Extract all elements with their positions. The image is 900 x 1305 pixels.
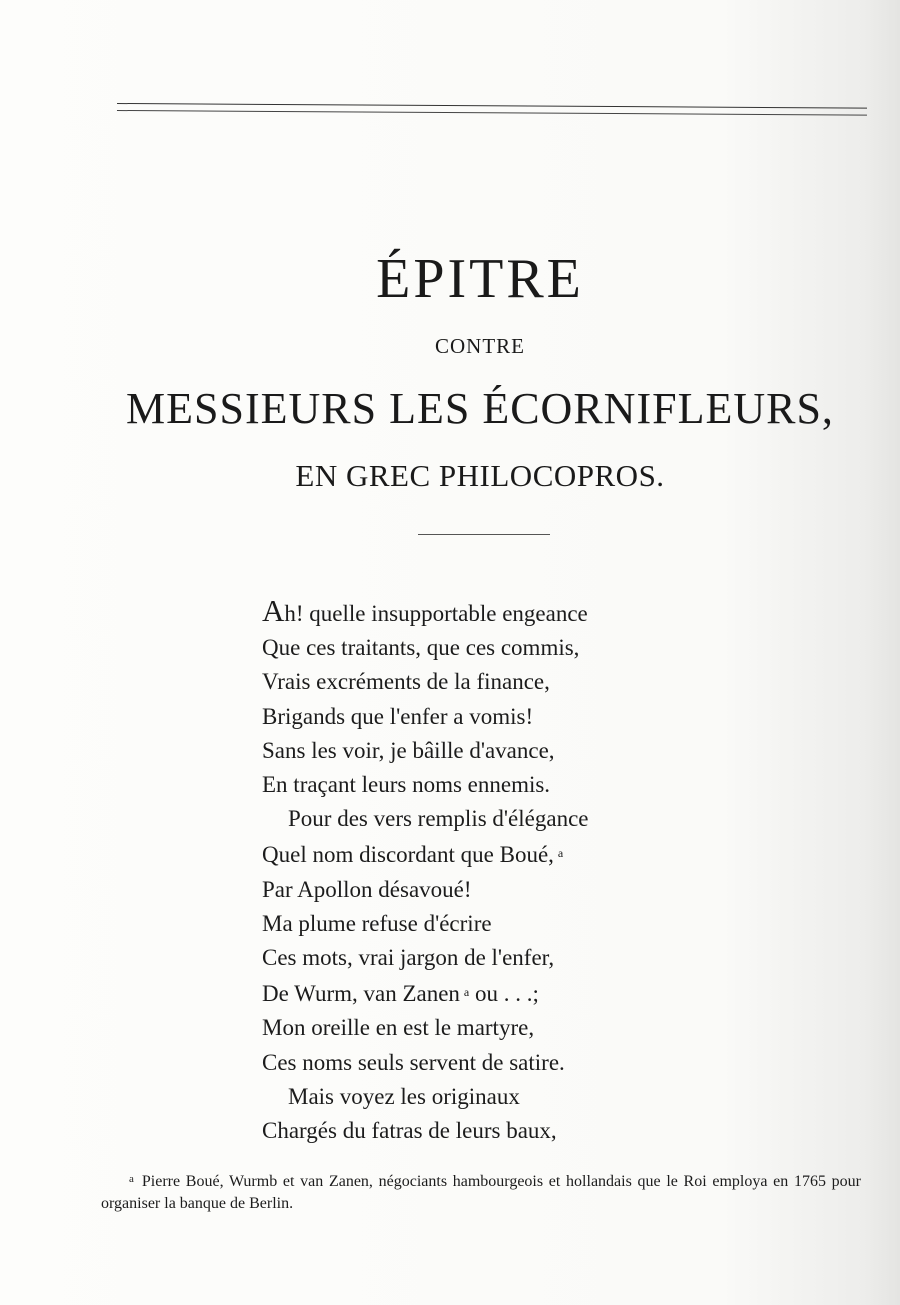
poem-line-text: Par Apollon désavoué! <box>262 876 472 902</box>
poem-line <box>262 1080 822 1114</box>
poem-line <box>262 594 822 631</box>
poem-line-text: Chargés du fatras de leurs baux, <box>262 1118 557 1144</box>
title-contre: CONTRE <box>435 334 525 358</box>
poem-line-text: Ces mots, vrai jargon de l'enfer, <box>262 945 555 971</box>
poem-line <box>262 1011 822 1045</box>
poem-line <box>262 665 822 699</box>
poem-line <box>262 907 822 941</box>
footnote-text: Pierre Boué, Wurmb et van Zanen, négociants hambourgeois et hollandais que le Roi employa en 1765 pour organiser la banque de Berlin. <box>101 1173 861 1212</box>
poem-line <box>262 1046 822 1080</box>
page-title: ÉPITRE <box>376 248 584 310</box>
poem-line-text: Ces noms seuls servent de satire. <box>262 1049 565 1075</box>
poem-line <box>262 768 822 802</box>
poem-line-text: Mon oreille en est le martyre, <box>262 1015 535 1041</box>
footnote-mark: a <box>129 1173 134 1185</box>
poem-line <box>262 1114 822 1148</box>
poem-line-text: Vrais excréments de la finance, <box>262 669 550 695</box>
title-subject: MESSIEURS LES ÉCORNIFLEURS, <box>126 384 834 433</box>
poem-line-text: Brigands que l'enfer a vomis! <box>262 703 534 729</box>
footnote-reference: a <box>557 846 564 861</box>
poem-line-continuation: ou . . .; <box>475 981 539 1007</box>
poem-line-text: En traçant leurs noms ennemis. <box>262 772 551 798</box>
poem-line-text: Ma plume refuse d'écrire <box>262 910 492 936</box>
poem-line <box>262 975 822 1011</box>
poem-line-text: Quel nom discordant que Boué, <box>262 842 554 868</box>
poem-line-text: Mais voyez les originaux <box>288 1083 520 1109</box>
footnote-reference: a <box>463 985 470 1000</box>
poem-line-text: De Wurm, van Zanen <box>262 981 460 1007</box>
drop-cap: A <box>262 593 285 628</box>
footnote <box>101 1168 861 1215</box>
poem-line <box>262 802 822 836</box>
poem-line <box>262 836 822 872</box>
poem-line <box>262 700 822 734</box>
title-divider-rule <box>418 534 550 535</box>
poem-line-text: Que ces traitants, que ces commis, <box>262 635 580 661</box>
poem-line <box>262 734 822 768</box>
top-double-rule <box>117 103 867 116</box>
title-greek: EN GREC PHILOCOPROS. <box>295 458 665 493</box>
poem-line-text: Pour des vers remplis d'élégance <box>288 806 589 832</box>
poem-line <box>262 873 822 907</box>
poem-line-text: h! quelle insupportable engeance <box>284 601 588 626</box>
poem-line <box>262 631 822 665</box>
poem-body <box>262 594 822 1148</box>
poem-line-text: Sans les voir, je bâille d'avance, <box>262 737 555 763</box>
poem-line <box>262 941 822 975</box>
